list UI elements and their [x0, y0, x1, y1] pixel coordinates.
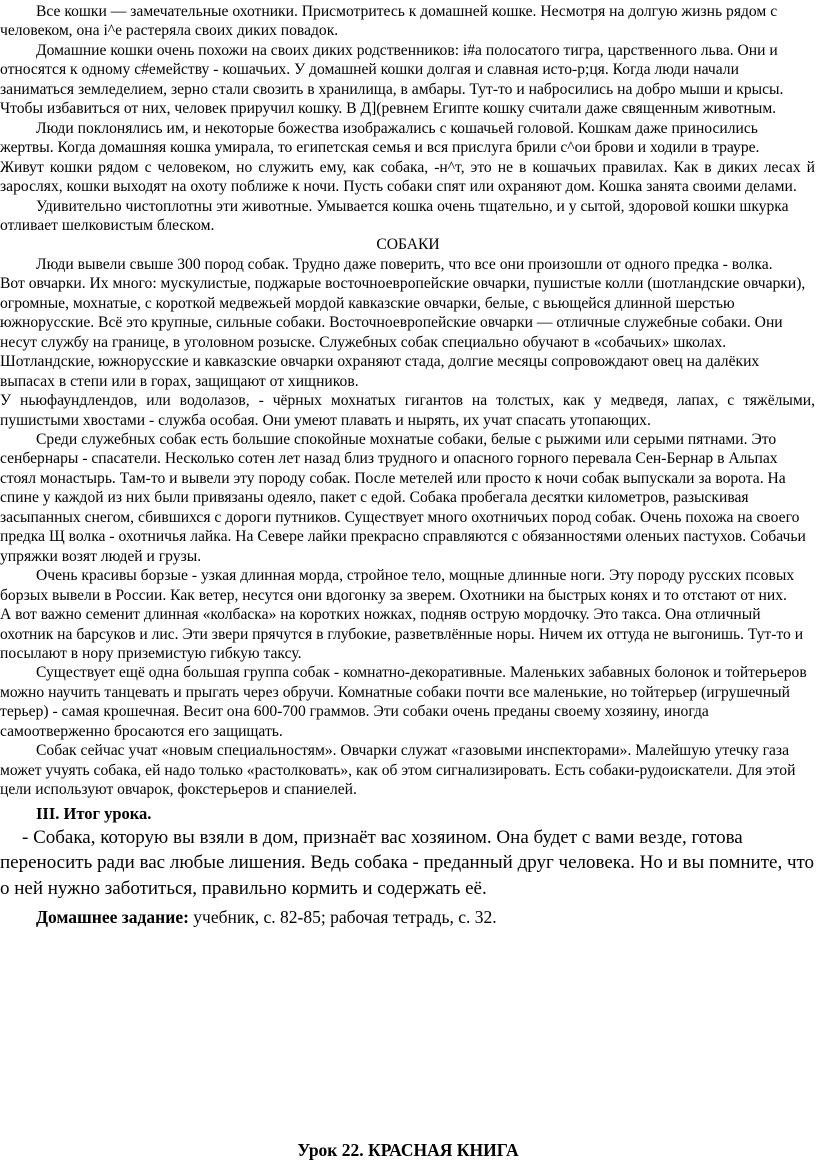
dogs-heading: СОБАКИ [376, 236, 440, 254]
cats-paragraph-1: Все кошки — замечательные охотники. Присмотритесь к домашней кошке. Несмотря на долгую жизнь рядом с человеком, она і^е растеряла своих диких повадок. [0, 3, 778, 40]
dogs-paragraph-8: Собак сейчас учат «новым специальностям». Овчарки служат «газовыми инспекторами». Малейшую утечку газа может учуять собака, ей надо только «растолковать», как об этом сигнализировать. Есть собаки-рудоискатели. Для этой цели используют овчарок, фокстерьеров и спаниелей. [0, 742, 796, 799]
dogs-paragraph-3: У ньюфаундлендов, или водолазов, - чёрных мохнатых гигантов на толстых, как у медведя, лапах, с тяжёлыми, пушистыми хвостами - служба особая. Они умеют плавать и нырять, их учат спасать утопающих. [0, 392, 815, 429]
homework-line [0, 905, 816, 929]
dogs-paragraph-7: Существует ещё одна большая группа собак - комнатно-декоративные. Маленьких забавных болонок и тойтерьеров можно научить танцевать и прыгать через обручи. Комнатные собаки почти все маленькие, но тойтерьер (игрушечный терьер) - самая крошечная. Весит она 600-700 граммов. Эти собаки очень преданы своему хозяину, иногда самоотверженно бросаются его защищать. [0, 664, 807, 740]
dogs-paragraph-4: Среди служебных собак есть большие спокойные мохнатые собаки, белые с рыжими или серыми пятнами. Это сенбернары - спасатели. Несколько сотен лет назад близ трудного и опасного горного перевала Сен-Бернар в Альпах стоял монастырь. Там-то и вывели эту породу собак. После метелей или просто к ночи собак выпускали за ворота. На спине у каждой из них были привязаны одеяло, пакет с едой. Собака пробегала десятки километров, разыскивая засыпанных снегом, сбившихся с дороги путников. Существует много охотничьих пород собак. Очень похожа на своего предка Щ волка - охотничья лайка. На Севере лайки прекрасно справляются с обязанностями оленьих пастухов. Собачьи упряжки возят людей и грузы. [0, 430, 806, 565]
summary-heading: III. Итог урока. [36, 803, 152, 823]
homework-label: Домашнее задание: [36, 907, 189, 928]
cats-paragraph-3: Люди поклонялись им, и некоторые божества изображались с кошачьей головой. Кошкам даже приносились жертвы. Когда домашняя кошка умирала, то египетская семья и вся прислуга брили с^ои брови и ходили в трауре. [0, 119, 760, 157]
dogs-paragraph-2: Вот овчарки. Их много: мускулистые, поджарые восточноевропейские овчарки, пушистые колли (шотландские овчарки), огромные, мохнатые, с короткой медвежьей мордой кавказские овчарки, белые, с вьющейся длинной шерстью южнорусские. Всё это крупные, сильные собаки. Восточноевропейские овчарки — отличные служебные собаки. Они несут службу на границе, в уголовном розыске. Служебных собак специально обучают в «собачьих» школах. Шотландские, южнорусские и кавказские овчарки охраняют стада, долгие месяцы сопровождают овец на далёких выпасах в степи или в горах, защищают от хищников. [0, 275, 806, 390]
dogs-paragraph-5: Очень красивы борзые - узкая длинная морда, стройное тело, мощные длинные ноги. Эту породу русских псовых борзых вывели в России. Как ветер, несутся они вдогонку за зверем. Охотники на быстрых конях и то отстают от них. [0, 567, 795, 604]
dogs-paragraph-1: Люди вывели свыше 300 пород собак. Трудно даже поверить, что все они произошли от одного предка - волка. [36, 255, 773, 273]
next-lesson-title: Урок 22. КРАСНАЯ КНИГА [297, 1140, 519, 1160]
cats-paragraph-5: Удивительно чистоплотны эти животные. Умывается кошка очень тщательно, и у сытой, здоровой кошки шкурка отливает шелковистым блеском. [0, 197, 789, 234]
homework-text: учебник, с. 82-85; рабочая тетрадь, с. 32. [188, 907, 497, 928]
dogs-paragraph-6: А вот важно семенит длинная «колбаска» на коротких ножках, подняв острую мордочку. Это такса. Она отличный охотник на барсуков и лис. Эти звери прячутся в глубокие, разветвлённые норы. Ничем их оттуда не выгонишь. Тут-то и посылают в нору приземистую гибкую таксу. [0, 606, 804, 662]
summary-text: - Собака, которую вы взяли в дом, признаёт вас хозяином. Она будет с вами везде, готова переносить ради вас любые лишения. Ведь собака - преданный друг человека. Но и вы помните, что о ней нужно заботиться, правильно кормить и содержать её. [0, 826, 815, 899]
cats-paragraph-2: Домашние кошки очень похожи на своих диких родственников: і#а полосатого тигра, царственного льва. Они и относятся к одному с#емейству - кошачьих. У домашней кошки долгая и славная исто-р;ця. Когда люди начали заниматься земледелием, зерно стали свозить в хранилища, в амбары. Тут-то и набросились на добро мыши и крысы. Чтобы избавиться от них, человек приручил кошку. В Д](ревнем Египте кошку считали даже священным животным. [0, 41, 784, 118]
cats-paragraph-4: Живут кошки рядом с человеком, но служить ему, как собака, -н^т, это не в кошачьих правилах. Как в диких лесах й зарослях, кошки выходят на охоту поближе к ночи. Пусть собаки спят или охраняют дом. Кошка занята своими делами. [0, 158, 815, 196]
